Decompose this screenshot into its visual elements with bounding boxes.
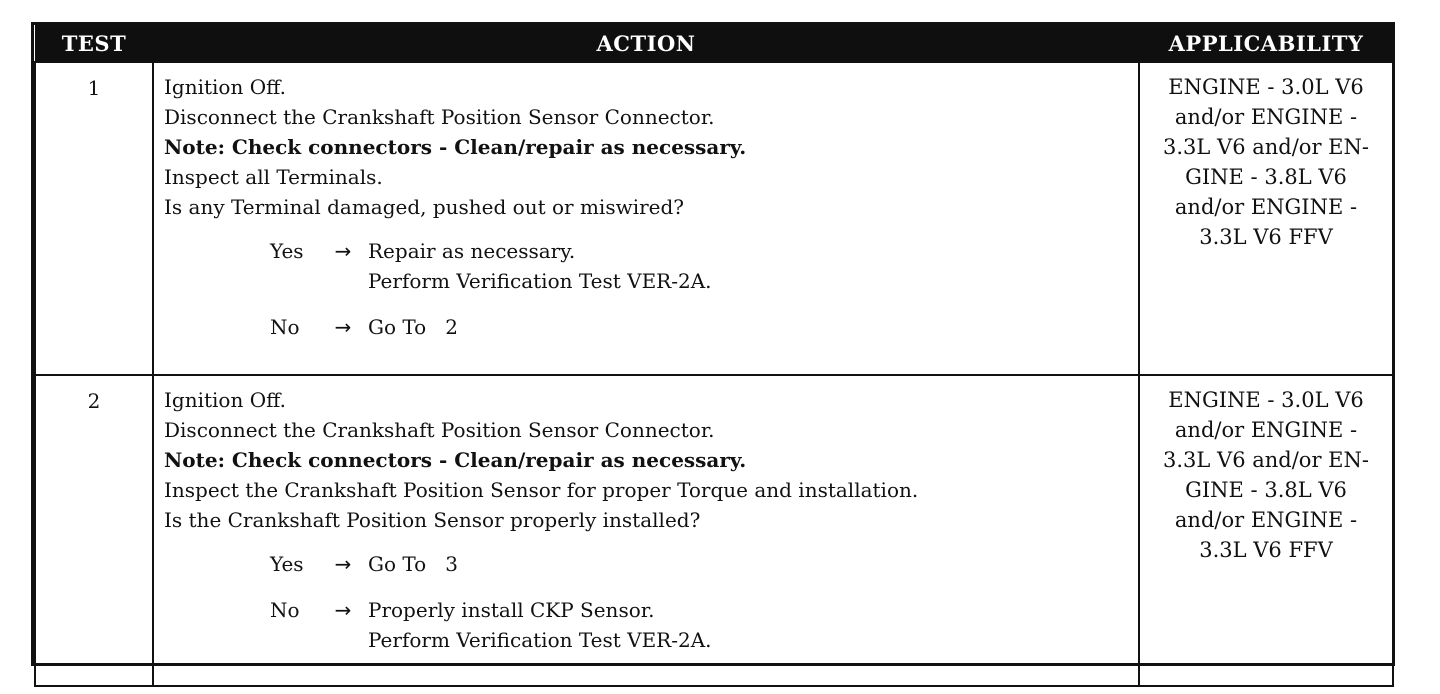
no-result (368, 595, 712, 655)
action-cell (153, 375, 1139, 686)
applicability-line: and/or ENGINE - (1174, 105, 1358, 129)
result-line: Perform Verification Test VER-2A. (368, 628, 712, 652)
arrow-icon: → (334, 552, 352, 576)
action-step: Inspect the Crankshaft Position Sensor for proper Torque and installation. (164, 478, 919, 502)
applicability-cell (1139, 62, 1393, 375)
no-branch (270, 312, 1128, 342)
applicability-line: ENGINE - 3.0L V6 (1168, 75, 1364, 99)
arrow-icon: → (334, 598, 352, 622)
result-line: Go To 2 (368, 315, 458, 339)
test-number: 1 (35, 62, 153, 375)
no-label: No (270, 315, 300, 339)
answer-branches (164, 549, 1128, 655)
yes-label: Yes (270, 552, 304, 576)
yes-branch (270, 236, 1128, 296)
test-row-2 (35, 375, 1393, 686)
test-number: 2 (35, 375, 153, 686)
applicability-line: 3.3L V6 FFV (1199, 538, 1333, 562)
action-note: Note: Check connectors - Clean/repair as necessary. (164, 135, 747, 159)
header-applicability: APPLICABILITY (1139, 25, 1393, 62)
test-row-1 (35, 62, 1393, 375)
applicability-line: ENGINE - 3.0L V6 (1168, 388, 1364, 412)
applicability-line: and/or ENGINE - (1174, 195, 1358, 219)
diagnostic-test-table (31, 22, 1395, 666)
arrow-icon: → (334, 315, 352, 339)
applicability-line: and/or ENGINE - (1174, 418, 1358, 442)
action-step: Ignition Off. (164, 388, 286, 412)
result-line: Go To 3 (368, 552, 458, 576)
applicability-line: 3.3L V6 and/or EN- (1163, 448, 1369, 472)
action-step: Disconnect the Crankshaft Position Sensor Connector. (164, 418, 715, 442)
applicability-line: 3.3L V6 and/or EN- (1163, 135, 1369, 159)
action-note: Note: Check connectors - Clean/repair as necessary. (164, 448, 747, 472)
yes-result (368, 549, 458, 579)
arrow-icon: → (334, 239, 352, 263)
test-table (34, 25, 1394, 687)
applicability-cell (1139, 375, 1393, 686)
header-row (35, 25, 1393, 62)
header-action: ACTION (153, 25, 1139, 62)
action-step: Ignition Off. (164, 75, 286, 99)
action-step: Disconnect the Crankshaft Position Sensor Connector. (164, 105, 715, 129)
applicability-line: and/or ENGINE - (1174, 508, 1358, 532)
yes-branch (270, 549, 1128, 579)
header-test: TEST (35, 25, 153, 62)
applicability-line: GINE - 3.8L V6 (1185, 478, 1347, 502)
yes-result (368, 236, 712, 296)
no-result (368, 312, 458, 342)
result-line: Repair as necessary. (368, 239, 576, 263)
no-label: No (270, 598, 300, 622)
action-step: Inspect all Terminals. (164, 165, 383, 189)
yes-label: Yes (270, 239, 304, 263)
action-question: Is any Terminal damaged, pushed out or miswired? (164, 195, 685, 219)
result-line: Perform Verification Test VER-2A. (368, 269, 712, 293)
result-line: Properly install CKP Sensor. (368, 598, 655, 622)
applicability-line: GINE - 3.8L V6 (1185, 165, 1347, 189)
action-question: Is the Crankshaft Position Sensor properly installed? (164, 508, 701, 532)
answer-branches (164, 236, 1128, 342)
applicability-line: 3.3L V6 FFV (1199, 225, 1333, 249)
no-branch (270, 595, 1128, 655)
action-cell (153, 62, 1139, 375)
